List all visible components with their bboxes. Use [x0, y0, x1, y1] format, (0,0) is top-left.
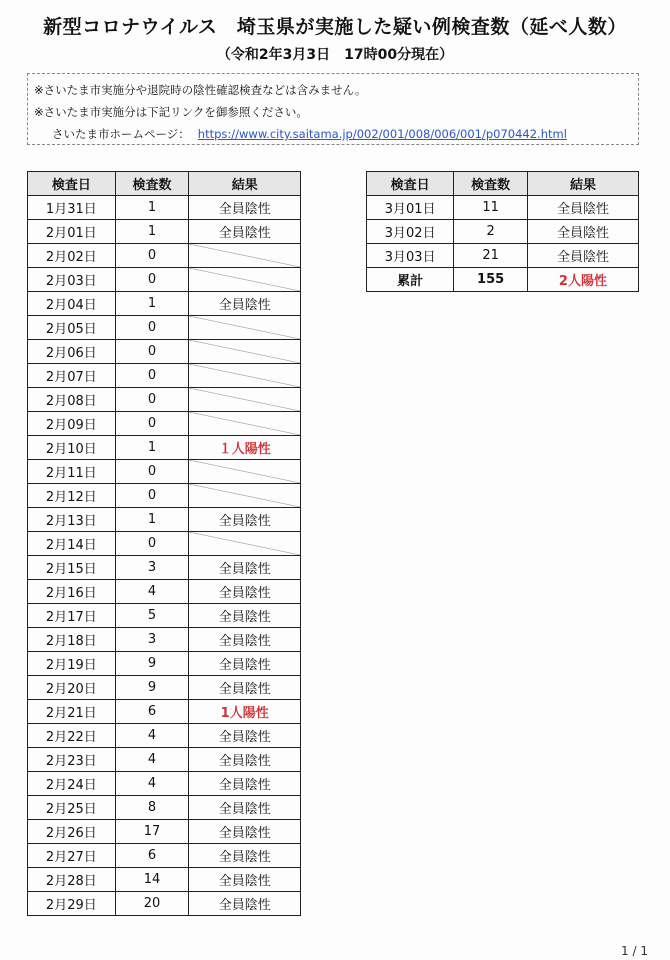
cell-date: 2月09日	[28, 412, 116, 436]
cell-count: 11	[454, 196, 528, 220]
cell-count: 1	[115, 436, 189, 460]
table-row	[28, 604, 301, 628]
page-number: 1 / 1	[621, 944, 648, 958]
cell-date: 2月04日	[28, 292, 116, 316]
cell-date: 2月03日	[28, 268, 116, 292]
cell-result: 全員陰性	[189, 796, 301, 820]
table-row	[28, 580, 301, 604]
note-line-2: ※さいたま市実施分は下記リンクを御参照ください。	[34, 105, 308, 119]
cell-date: 3月01日	[367, 196, 454, 220]
cell-count: 0	[115, 388, 189, 412]
cell-date: 2月23日	[28, 748, 116, 772]
cell-date: 2月24日	[28, 772, 116, 796]
cell-date: 2月20日	[28, 676, 116, 700]
cell-result: 全員陰性	[189, 820, 301, 844]
cell-count: 0	[115, 484, 189, 508]
table-header-row	[367, 172, 639, 196]
cell-count: 2	[454, 220, 528, 244]
table-row	[28, 412, 301, 436]
table-row	[28, 772, 301, 796]
cell-count: 9	[115, 652, 189, 676]
header-result: 結果	[189, 172, 301, 196]
saitama-city-link[interactable]: https://www.city.saitama.jp/002/001/008/006/001/p070442.html	[197, 127, 567, 141]
cell-count: 14	[115, 868, 189, 892]
table-row	[28, 460, 301, 484]
table-row	[28, 724, 301, 748]
table-row	[28, 676, 301, 700]
cell-date: 2月27日	[28, 844, 116, 868]
page-subtitle: （令和2年3月3日 17時00分現在）	[216, 47, 454, 63]
cell-result: 全員陰性	[189, 292, 301, 316]
cell-result	[189, 340, 301, 364]
cell-result	[189, 412, 301, 436]
cell-date: 3月02日	[367, 220, 454, 244]
cell-result	[189, 268, 301, 292]
cell-count: 17	[115, 820, 189, 844]
table-row	[28, 340, 301, 364]
cell-result: 全員陰性	[527, 244, 638, 268]
total-result: 2人陽性	[527, 268, 638, 292]
cell-date: 2月26日	[28, 820, 116, 844]
cell-count: 1	[115, 220, 189, 244]
cell-result: 全員陰性	[189, 652, 301, 676]
cell-count: 0	[115, 460, 189, 484]
table-row	[28, 868, 301, 892]
table-row	[28, 436, 301, 460]
cell-count: 21	[454, 244, 528, 268]
cell-date: 2月29日	[28, 892, 116, 916]
cell-result: 全員陰性	[189, 220, 301, 244]
cell-date: 2月12日	[28, 484, 116, 508]
cell-result: 全員陰性	[189, 604, 301, 628]
table-row	[28, 556, 301, 580]
cell-result: 全員陰性	[189, 868, 301, 892]
header-count: 検査数	[115, 172, 189, 196]
cell-result: 全員陰性	[189, 196, 301, 220]
cell-date: 2月16日	[28, 580, 116, 604]
table-row	[28, 292, 301, 316]
cell-result	[189, 388, 301, 412]
cell-date: 2月28日	[28, 868, 116, 892]
table-row	[28, 364, 301, 388]
cell-count: 1	[115, 196, 189, 220]
cell-count: 6	[115, 700, 189, 724]
cell-count: 0	[115, 316, 189, 340]
table-row	[28, 748, 301, 772]
table-row	[28, 844, 301, 868]
total-row	[367, 268, 639, 292]
cell-count: 6	[115, 844, 189, 868]
cell-date: 2月19日	[28, 652, 116, 676]
cell-count: 20	[115, 892, 189, 916]
cell-result: １人陽性	[189, 436, 301, 460]
table-row	[28, 316, 301, 340]
cell-result	[189, 460, 301, 484]
cell-date: 2月05日	[28, 316, 116, 340]
cell-result: 全員陰性	[527, 220, 638, 244]
cell-result: 全員陰性	[189, 724, 301, 748]
cell-result: 全員陰性	[189, 844, 301, 868]
cell-count: 5	[115, 604, 189, 628]
cell-count: 1	[115, 508, 189, 532]
cell-date: 2月10日	[28, 436, 116, 460]
table-row	[28, 628, 301, 652]
header-date: 検査日	[367, 172, 454, 196]
cell-result: 全員陰性	[189, 892, 301, 916]
table-row	[28, 268, 301, 292]
cell-result	[189, 316, 301, 340]
cell-result: 全員陰性	[189, 628, 301, 652]
cell-count: 0	[115, 412, 189, 436]
cell-date: 2月25日	[28, 796, 116, 820]
header-date: 検査日	[28, 172, 116, 196]
table-row	[28, 796, 301, 820]
table-row	[367, 244, 639, 268]
cell-date: 2月18日	[28, 628, 116, 652]
cell-date: 2月07日	[28, 364, 116, 388]
cell-result: 全員陰性	[189, 556, 301, 580]
cell-date: 2月14日	[28, 532, 116, 556]
cell-count: 0	[115, 340, 189, 364]
page-title: 新型コロナウイルス 埼玉県が実施した疑い例検査数（延べ人数）	[43, 16, 627, 38]
cell-count: 0	[115, 364, 189, 388]
table-row	[28, 700, 301, 724]
cell-count: 9	[115, 676, 189, 700]
cell-result	[189, 532, 301, 556]
cell-date: 2月15日	[28, 556, 116, 580]
table-row	[28, 196, 301, 220]
cell-date: 2月22日	[28, 724, 116, 748]
note-line-1: ※さいたま市実施分や退院時の陰性確認検査などは含みません。	[34, 83, 367, 97]
cell-result	[189, 364, 301, 388]
cell-result: 全員陰性	[189, 508, 301, 532]
cell-count: 3	[115, 556, 189, 580]
total-count: 155	[454, 268, 528, 292]
table-row	[367, 220, 639, 244]
table-row	[367, 196, 639, 220]
table-row	[28, 652, 301, 676]
cell-count: 0	[115, 244, 189, 268]
table-row	[28, 892, 301, 916]
notes-box	[27, 73, 639, 145]
cell-date: 2月02日	[28, 244, 116, 268]
cell-count: 0	[115, 532, 189, 556]
cell-date: 2月13日	[28, 508, 116, 532]
cell-result: 全員陰性	[189, 748, 301, 772]
table-row	[28, 820, 301, 844]
cell-result: 全員陰性	[527, 196, 638, 220]
header-result: 結果	[527, 172, 638, 196]
table-row	[28, 532, 301, 556]
cell-count: 1	[115, 292, 189, 316]
header-count: 検査数	[454, 172, 528, 196]
cell-result: 全員陰性	[189, 772, 301, 796]
cell-result: 全員陰性	[189, 580, 301, 604]
table-row	[28, 388, 301, 412]
cell-result: 1人陽性	[189, 700, 301, 724]
table-row	[28, 244, 301, 268]
table-header-row	[28, 172, 301, 196]
cell-result	[189, 244, 301, 268]
cell-count: 4	[115, 580, 189, 604]
link-label: さいたま市ホームページ：	[52, 127, 190, 141]
table-row	[28, 508, 301, 532]
cell-date: 2月08日	[28, 388, 116, 412]
note-link-line	[34, 123, 632, 145]
cell-count: 8	[115, 796, 189, 820]
cell-date: 2月01日	[28, 220, 116, 244]
total-label: 累計	[367, 268, 454, 292]
cell-date: 1月31日	[28, 196, 116, 220]
cell-date: 2月06日	[28, 340, 116, 364]
cell-count: 4	[115, 772, 189, 796]
right-table	[366, 171, 639, 292]
left-table	[27, 171, 301, 916]
table-row	[28, 484, 301, 508]
cell-result: 全員陰性	[189, 676, 301, 700]
cell-date: 3月03日	[367, 244, 454, 268]
cell-count: 3	[115, 628, 189, 652]
cell-date: 2月21日	[28, 700, 116, 724]
cell-count: 4	[115, 724, 189, 748]
cell-count: 4	[115, 748, 189, 772]
table-row	[28, 220, 301, 244]
cell-date: 2月11日	[28, 460, 116, 484]
cell-date: 2月17日	[28, 604, 116, 628]
cell-count: 0	[115, 268, 189, 292]
cell-result	[189, 484, 301, 508]
